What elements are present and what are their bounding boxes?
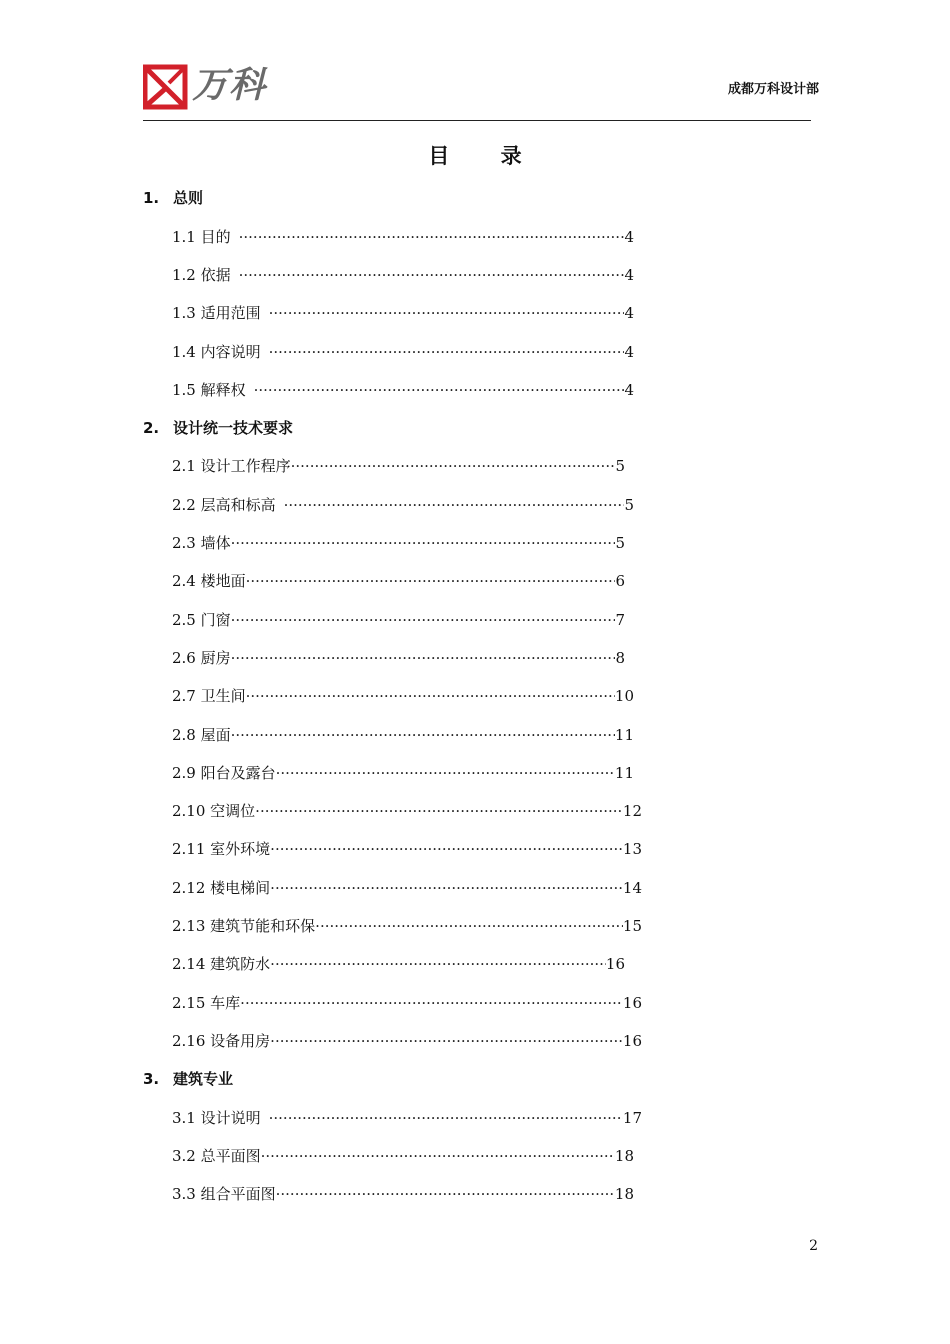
dot-leader [239, 264, 625, 286]
dot-leader [270, 1030, 623, 1052]
toc-entry[interactable] [172, 455, 625, 477]
toc-entry[interactable] [172, 532, 625, 554]
dot-leader [270, 953, 606, 975]
dot-leader [255, 800, 623, 822]
dot-leader [231, 724, 615, 746]
toc-entry[interactable] [172, 570, 625, 592]
dot-leader [284, 494, 625, 516]
toc-section[interactable] [143, 187, 203, 209]
toc-entry[interactable] [172, 685, 634, 707]
dot-leader [254, 379, 625, 401]
entry-page: 6 [615, 572, 625, 590]
entry-page: 4 [624, 228, 634, 246]
logo-text: 万科 [192, 65, 267, 106]
toc-entry[interactable] [172, 915, 642, 937]
section-number: 3. [143, 1070, 160, 1088]
toc-entry[interactable] [172, 877, 642, 899]
dot-leader [315, 915, 623, 937]
dot-leader [270, 838, 623, 860]
toc-entry[interactable] [172, 1107, 642, 1129]
toc-entry[interactable] [172, 1183, 634, 1205]
dot-leader [269, 302, 625, 324]
toc-entry[interactable] [172, 838, 642, 860]
section-title: 总则 [173, 189, 204, 207]
dot-leader [246, 685, 615, 707]
dot-leader [231, 609, 616, 631]
toc-entry[interactable] [172, 800, 642, 822]
entry-label: 2.9 阳台及露台 [172, 764, 276, 782]
toc-section[interactable] [143, 1068, 233, 1090]
toc-entry[interactable] [172, 1030, 642, 1052]
dot-leader [231, 647, 616, 669]
toc-entry[interactable] [172, 1145, 634, 1167]
entry-page: 16 [605, 955, 625, 973]
dot-leader [269, 1107, 623, 1129]
entry-label: 2.12 楼电梯间 [172, 879, 271, 897]
dot-leader [270, 877, 623, 899]
section-number: 2. [143, 419, 160, 437]
entry-label: 2.14 建筑防水 [172, 955, 271, 973]
entry-label: 1.1 目的 [172, 228, 231, 246]
entry-page: 5 [615, 534, 625, 552]
toc-entry[interactable] [172, 609, 625, 631]
toc-entry[interactable] [172, 724, 634, 746]
entry-page: 10 [614, 687, 634, 705]
entry-page: 11 [614, 726, 634, 744]
entry-label: 2.1 设计工作程序 [172, 457, 291, 475]
entry-label: 2.15 车库 [172, 994, 241, 1012]
dot-leader [246, 570, 616, 592]
entry-label: 2.11 室外环境 [172, 840, 271, 858]
entry-label: 2.6 厨房 [172, 649, 231, 667]
dot-leader [276, 762, 615, 784]
entry-page: 8 [615, 649, 625, 667]
toc-entry[interactable] [172, 992, 642, 1014]
toc-entry[interactable] [172, 494, 634, 516]
entry-label: 2.3 墙体 [172, 534, 231, 552]
entry-label: 3.1 设计说明 [172, 1109, 261, 1127]
entry-page: 11 [614, 764, 634, 782]
dot-leader [231, 532, 616, 554]
section-number: 1. [143, 189, 160, 207]
toc-entry[interactable] [172, 647, 625, 669]
entry-label: 2.7 卫生间 [172, 687, 246, 705]
toc-entry[interactable] [172, 379, 634, 401]
toc-entry[interactable] [172, 341, 634, 363]
entry-page: 18 [614, 1185, 634, 1203]
entry-label: 2.16 设备用房 [172, 1032, 271, 1050]
dot-leader [240, 992, 623, 1014]
toc-section[interactable] [143, 417, 293, 439]
section-title: 建筑专业 [173, 1070, 234, 1088]
entry-label: 2.8 屋面 [172, 726, 231, 744]
dot-leader [276, 1183, 615, 1205]
entry-label: 1.2 依据 [172, 266, 231, 284]
page-number: 2 [809, 1238, 818, 1254]
entry-page: 4 [624, 381, 634, 399]
dot-leader [239, 226, 625, 248]
entry-page: 14 [622, 879, 642, 897]
entry-label: 2.10 空调位 [172, 802, 256, 820]
entry-label: 2.2 层高和标高 [172, 496, 276, 514]
entry-label: 3.2 总平面图 [172, 1147, 261, 1165]
department-name: 成都万科设计部 [727, 82, 819, 97]
entry-label: 2.4 楼地面 [172, 572, 246, 590]
entry-page: 13 [622, 840, 642, 858]
entry-page: 4 [624, 304, 634, 322]
entry-label: 2.13 建筑节能和环保 [172, 917, 316, 935]
entry-page: 15 [622, 917, 642, 935]
entry-label: 1.5 解释权 [172, 381, 246, 399]
entry-page: 16 [622, 1032, 642, 1050]
toc-entry[interactable] [172, 302, 634, 324]
entry-label: 3.3 组合平面图 [172, 1185, 276, 1203]
entry-page: 18 [614, 1147, 634, 1165]
entry-page: 5 [624, 496, 634, 514]
entry-page: 4 [624, 266, 634, 284]
entry-page: 4 [624, 343, 634, 361]
entry-label: 2.5 门窗 [172, 611, 231, 629]
entry-page: 17 [622, 1109, 642, 1127]
toc-entry[interactable] [172, 953, 625, 975]
toc-entry[interactable] [172, 762, 634, 784]
toc-entry[interactable] [172, 264, 634, 286]
section-title: 设计统一技术要求 [173, 419, 294, 437]
dot-leader [269, 341, 625, 363]
entry-label: 1.3 适用范围 [172, 304, 261, 322]
entry-page: 5 [615, 457, 625, 475]
entry-page: 12 [622, 802, 642, 820]
entry-page: 7 [615, 611, 625, 629]
dot-leader [261, 1145, 615, 1167]
entry-label: 1.4 内容说明 [172, 343, 261, 361]
entry-page: 16 [622, 994, 642, 1012]
toc-entry[interactable] [172, 226, 634, 248]
page-title: 目 录 [428, 143, 544, 168]
dot-leader [291, 455, 616, 477]
